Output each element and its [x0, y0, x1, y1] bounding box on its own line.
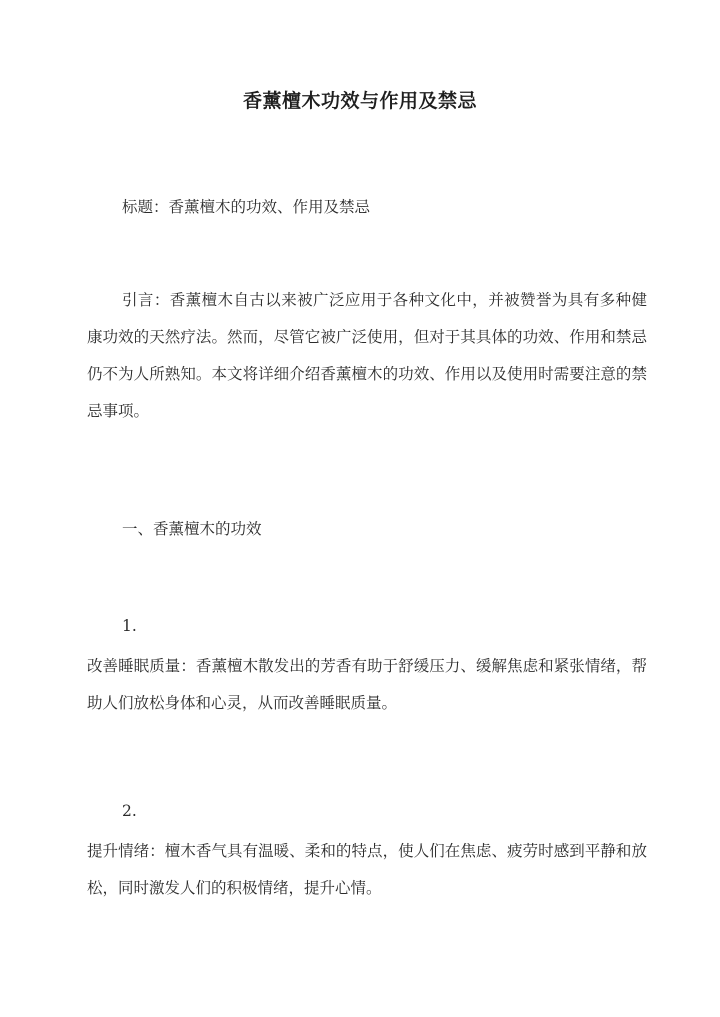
subtitle-line: 标题：香薰檀木的功效、作用及禁忌 — [122, 198, 371, 216]
document-title: 香薰檀木功效与作用及禁忌 — [242, 90, 477, 112]
section-heading: 一、香薰檀木的功效 — [122, 520, 262, 538]
item-text: 改善睡眠质量：香薰檀木散发出的芳香有助于舒缓压力、缓解焦虑和紧张情绪，帮助人们放松身体和心灵，从而改善睡眠质量。 — [87, 657, 647, 712]
item-text: 提升情绪：檀木香气具有温暖、柔和的特点，使人们在焦虑、疲劳时感到平静和放松，同时激发人们的积极情绪，提升心情。 — [87, 842, 647, 897]
item-number: 1. — [122, 617, 137, 635]
item-number: 2. — [122, 802, 137, 820]
intro-paragraph: 引言：香薰檀木自古以来被广泛应用于各种文化中，并被赞誉为具有多种健康功效的天然疗法。然而，尽管它被广泛使用，但对于其具体的功效、作用和禁忌仍不为人所熟知。本文将详细介绍香薰檀木的功效、作用以及使用时需要注意的禁忌事项。 — [87, 291, 647, 420]
